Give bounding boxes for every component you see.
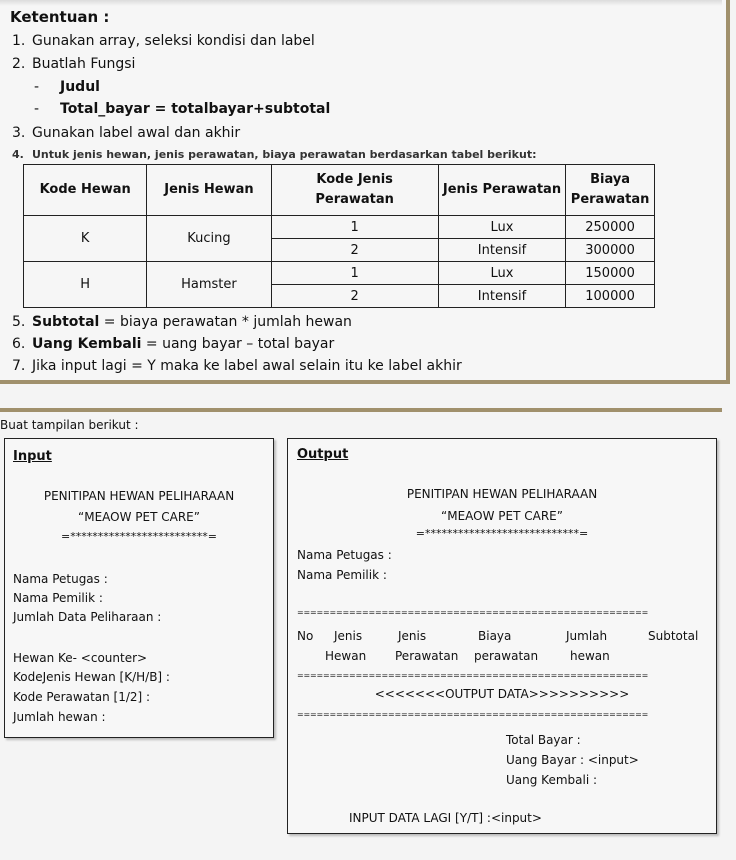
- rule-bold: Subtotal: [32, 314, 100, 330]
- rule-text: = uang bayar – total bayar: [141, 336, 335, 352]
- rule-bold: Uang Kembali: [32, 336, 142, 352]
- input-jumlah-data: Jumlah Data Peliharaan :: [13, 610, 162, 624]
- rule-3: [12, 125, 240, 141]
- cell-kode-perawatan: 1: [271, 216, 438, 239]
- output-input-lagi: INPUT DATA LAGI [Y/T] :<input>: [349, 811, 542, 825]
- cell-jenis-perawatan: Intensif: [438, 285, 565, 308]
- input-hewan-ke: Hewan Ke- <counter>: [13, 651, 148, 665]
- col-biaya-1: Biaya: [478, 629, 512, 643]
- top-shadow: [0, 0, 722, 6]
- col-biaya-2: perawatan: [474, 649, 539, 663]
- output-heading-2: “MEAOW PET CARE”: [441, 509, 563, 523]
- header-kode-hewan: Kode Hewan: [24, 165, 147, 216]
- requirements-panel: [0, 0, 730, 384]
- input-stars: =*************************=: [61, 530, 217, 543]
- input-nama-petugas: Nama Petugas :: [13, 572, 108, 586]
- col-jenis-perawatan-2: Perawatan: [395, 649, 459, 663]
- cell-biaya: 100000: [566, 285, 655, 308]
- output-box: [287, 438, 717, 834]
- header-kode-jenis-perawatan: Kode Jenis Perawatan: [271, 165, 438, 216]
- header-biaya-perawatan: Biaya Perawatan: [566, 165, 655, 216]
- input-heading-1: PENITIPAN HEWAN PELIHARAAN: [43, 489, 235, 503]
- input-box: [4, 438, 274, 738]
- function-name: Total_bayar = totalbayar+subtotal: [60, 101, 331, 117]
- rule-number: 3.: [12, 125, 26, 141]
- output-uang-bayar: Uang Bayar : <input>: [506, 753, 639, 767]
- cell-biaya: 300000: [566, 239, 655, 262]
- col-jumlah-2: hewan: [570, 649, 610, 663]
- rule-number: 5.: [12, 314, 26, 330]
- rule-text: Untuk jenis hewan, jenis perawatan, biaya perawatan berdasarkan tabel berikut:: [32, 148, 537, 161]
- col-jumlah-1: Jumlah: [566, 629, 608, 643]
- cell-jenis-perawatan: Lux: [438, 216, 565, 239]
- rule-text: = biaya perawatan * jumlah hewan: [99, 314, 352, 330]
- rule-number: 6.: [12, 336, 26, 352]
- rule-1: [12, 33, 315, 49]
- rule-2: [12, 56, 135, 72]
- cell-jenis-hewan: Hamster: [147, 262, 271, 308]
- table-row: [24, 216, 655, 239]
- rule-number: 2.: [12, 56, 26, 72]
- col-subtotal: Subtotal: [648, 629, 699, 643]
- header-jenis-hewan: Jenis Hewan: [147, 165, 271, 216]
- header-jenis-perawatan: Jenis Perawatan: [438, 165, 565, 216]
- rule-text: Gunakan label awal dan akhir: [32, 125, 241, 141]
- output-total-bayar: Total Bayar :: [506, 733, 581, 747]
- rule-7: [12, 358, 462, 374]
- output-stars: =****************************=: [415, 527, 589, 540]
- cell-kode-perawatan: 1: [271, 262, 438, 285]
- cell-jenis-hewan: Kucing: [147, 216, 271, 262]
- ketentuan-heading: Ketentuan :: [10, 8, 110, 26]
- function-total-bayar: [34, 101, 330, 117]
- rule-number: 1.: [12, 33, 26, 49]
- input-title: Input: [13, 449, 52, 464]
- col-no: No: [297, 629, 314, 643]
- cell-jenis-perawatan: Lux: [438, 262, 565, 285]
- input-jumlah-hewan: Jumlah hewan :: [13, 710, 106, 724]
- input-kode-jenis: KodeJenis Hewan [K/H/B] :: [13, 670, 170, 684]
- rule-6: [12, 336, 334, 352]
- section-divider: [0, 408, 722, 412]
- input-kode-perawatan: Kode Perawatan [1/2] :: [13, 690, 151, 704]
- cell-kode-perawatan: 2: [271, 239, 438, 262]
- output-nama-pemilik: Nama Pemilik :: [297, 568, 387, 582]
- cell-biaya: 250000: [566, 216, 655, 239]
- cell-kode-perawatan: 2: [271, 285, 438, 308]
- rule-text: Buatlah Fungsi: [32, 56, 136, 72]
- output-rule-1: ======================================================: [297, 608, 649, 617]
- rates-table: [23, 164, 655, 308]
- cell-kode-hewan: H: [24, 262, 147, 308]
- output-rule-2: ======================================================: [297, 671, 649, 680]
- col-jenis-hewan-1: Jenis: [334, 629, 363, 643]
- cell-biaya: 150000: [566, 262, 655, 285]
- rule-number: 7.: [12, 358, 26, 374]
- cell-kode-hewan: K: [24, 216, 147, 262]
- table-row: [24, 262, 655, 285]
- col-jenis-perawatan-1: Jenis: [398, 629, 427, 643]
- output-uang-kembali: Uang Kembali :: [506, 773, 598, 787]
- function-judul: [34, 79, 100, 95]
- rule-5: [12, 314, 352, 330]
- col-jenis-hewan-2: Hewan: [325, 649, 367, 663]
- rule-text: Gunakan array, seleksi kondisi dan label: [32, 33, 315, 49]
- buat-tampilan-label: Buat tampilan berikut :: [0, 418, 139, 432]
- rule-text: Jika input lagi = Y maka ke label awal selain itu ke label akhir: [32, 358, 462, 374]
- output-heading-1: PENITIPAN HEWAN PELIHARAAN: [406, 487, 598, 501]
- rule-number: 4.: [12, 148, 24, 161]
- function-name: Judul: [60, 79, 100, 95]
- input-heading-2: “MEAOW PET CARE”: [78, 510, 200, 524]
- output-nama-petugas: Nama Petugas :: [297, 548, 392, 562]
- output-title: Output: [297, 447, 349, 462]
- table-header-row: [24, 165, 655, 216]
- output-data-placeholder: <<<<<<<OUTPUT DATA>>>>>>>>>>: [374, 687, 630, 701]
- input-nama-pemilik: Nama Pemilik :: [13, 591, 103, 605]
- dash: -: [34, 79, 40, 95]
- output-rule-3: ======================================================: [297, 710, 649, 719]
- rule-4: [12, 148, 536, 161]
- cell-jenis-perawatan: Intensif: [438, 239, 565, 262]
- dash: -: [34, 101, 40, 117]
